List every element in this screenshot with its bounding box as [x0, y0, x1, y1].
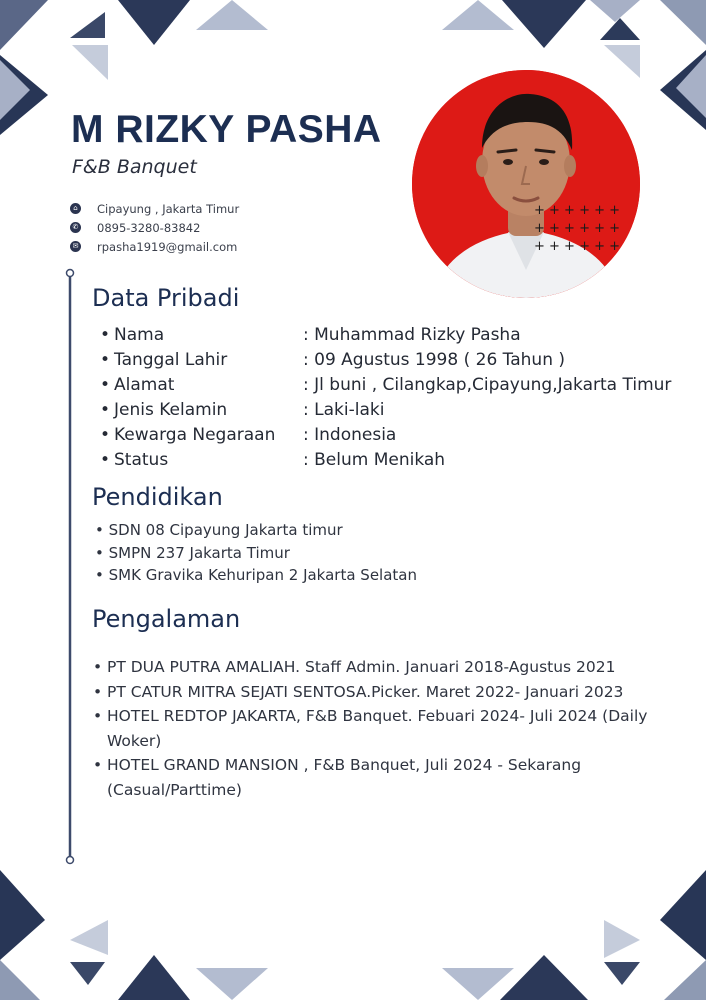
experience-item-text: PT DUA PUTRA AMALIAH. Staff Admin. Januari 2018-Agustus 2021	[107, 658, 616, 676]
experience-item-text: PT CATUR MITRA SEJATI SENTOSA.Picker. Maret 2022- Januari 2023	[107, 682, 624, 701]
section-title-education: Pendidikan	[92, 483, 223, 511]
personal-value: : Indonesia	[303, 425, 397, 445]
svg-text:+ + + + + +: + + + + + +	[534, 203, 621, 218]
personal-value: : Belum Menikah	[303, 450, 446, 470]
candidate-name: M RIZKY PASHA	[71, 108, 382, 151]
bullet-icon: •	[100, 450, 111, 470]
contact-email-text: rpasha1919@gmail.com	[97, 239, 238, 254]
mail-icon: ✉	[70, 241, 81, 252]
bullet-icon: •	[93, 756, 103, 774]
contact-address-text: Cipayung , Jakarta Timur	[97, 201, 240, 216]
personal-key: Status	[114, 450, 169, 470]
phone-icon: ✆	[70, 222, 81, 233]
bullet-icon: •	[100, 350, 111, 370]
education-item-text: SMPN 237 Jakarta Timur	[108, 543, 290, 562]
bullet-icon: •	[93, 707, 103, 725]
education-item: • SDN 08 Cipayung Jakarta timur	[95, 521, 343, 539]
personal-value: : Laki-laki	[303, 400, 385, 420]
personal-key: Kewarga Negaraan	[114, 425, 276, 445]
bullet-icon: •	[100, 425, 111, 445]
svg-text:+ + + + + +: + + + + + +	[534, 221, 621, 236]
bullet-icon: •	[93, 658, 103, 676]
bullet-icon: •	[93, 682, 103, 701]
experience-item	[90, 655, 704, 680]
bullet-icon: •	[100, 375, 111, 395]
section-title-experience: Pengalaman	[92, 605, 241, 633]
education-item: • SMK Gravika Kehuripan 2 Jakarta Selatan	[95, 566, 417, 584]
experience-item-text: HOTEL REDTOP JAKARTA, F&B Banquet. Febuari 2024- Juli 2024 (Daily Woker)	[107, 707, 648, 750]
candidate-role: F&B Banquet	[72, 156, 197, 178]
education-list	[95, 521, 417, 589]
contact-list	[70, 199, 239, 256]
personal-key: Jenis Kelamin	[114, 400, 228, 420]
personal-value: : 09 Agustus 1998 ( 26 Tahun )	[303, 350, 566, 370]
personal-value: : Jl buni , Cilangkap,Cipayung,Jakarta Timur	[303, 375, 672, 395]
svg-text:+ + + + + +: + + + + + +	[534, 239, 621, 254]
experience-item	[90, 753, 704, 802]
personal-key: Tanggal Lahir	[114, 350, 228, 370]
section-title-personal: Data Pribadi	[92, 284, 240, 312]
education-item-text: SDN 08 Cipayung Jakarta timur	[108, 521, 343, 539]
home-icon: ⌂	[70, 203, 81, 214]
contact-phone	[70, 218, 239, 237]
bullet-icon: •	[100, 400, 111, 420]
personal-key: Nama	[114, 325, 165, 345]
experience-list	[90, 655, 704, 802]
contact-email	[70, 237, 239, 256]
profile-photo-illustration	[412, 70, 640, 298]
contact-address	[70, 199, 239, 218]
experience-item	[90, 704, 704, 753]
education-item: • SMPN 237 Jakarta Timur	[95, 543, 290, 562]
personal-key: Alamat	[114, 375, 175, 395]
contact-phone-text: 0895-3280-83842	[97, 220, 201, 235]
profile-photo	[412, 70, 640, 298]
personal-value: : Muhammad Rizky Pasha	[303, 325, 521, 345]
experience-item-text: HOTEL GRAND MANSION , F&B Banquet, Juli 2024 - Sekarang (Casual/Parttime)	[107, 756, 582, 799]
experience-item	[90, 680, 704, 705]
bullet-icon: •	[100, 325, 111, 345]
education-item-text: SMK Gravika Kehuripan 2 Jakarta Selatan	[108, 566, 417, 584]
